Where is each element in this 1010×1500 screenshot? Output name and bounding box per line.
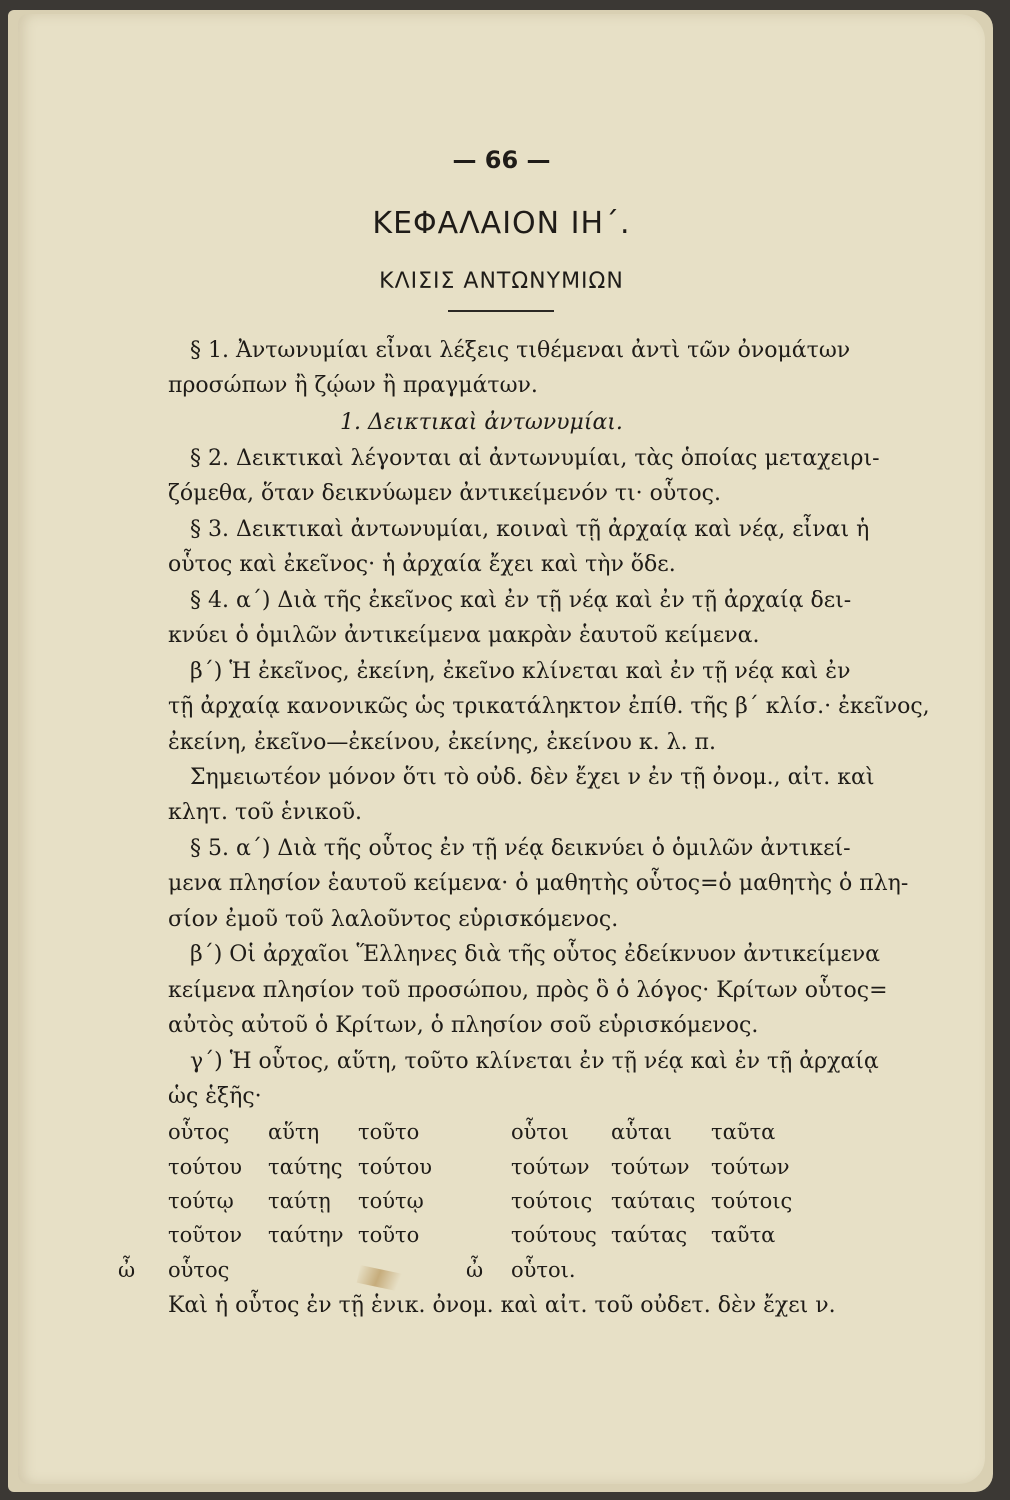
text-line: § 3. Δεικτικαὶ ἀντωνυμίαι, κοιναὶ τῇ ἀρχαίᾳ καὶ νέᾳ, εἶναι ἡ <box>190 517 870 542</box>
paradigm-cell: ταύτῃ <box>268 1189 331 1213</box>
text-line: αὐτὸς αὐτοῦ ὁ Κρίτων, ὁ πλησίον σοῦ εὑρισκόμενος. <box>168 1013 759 1038</box>
paradigm-cell: τούτοις <box>511 1189 593 1213</box>
chapter-title: ΚΕΦΑΛΑΙΟΝ ΙΗ΄. <box>372 206 631 241</box>
paradigm-cell: ταύτην <box>268 1223 344 1247</box>
paradigm-cell: τούτων <box>511 1155 590 1179</box>
text-line: § 5. α΄) Διὰ τῆς οὗτος ἐν τῇ νέᾳ δεικνύει ὁ ὁμιλῶν ἀντικεί- <box>190 836 851 861</box>
title-rule <box>448 310 554 312</box>
text-line: οὗτος καὶ ἐκεῖνος· ἡ ἀρχαία ἔχει καὶ τὴν ὅδε. <box>168 552 676 577</box>
text-line: ἐκείνη, ἐκεῖνο—ἐκείνου, ἐκείνης, ἐκείνου κ. λ. π. <box>168 730 717 755</box>
paradigm-cell: ὦ <box>118 1258 136 1282</box>
text-line: κείμενα πλησίον τοῦ προσώπου, πρὸς ὃ ὁ λόγος· Κρίτων οὗτος= <box>168 978 888 1003</box>
paradigm-cell: ταῦτα <box>711 1223 776 1247</box>
paradigm-cell: τούτοις <box>711 1189 793 1213</box>
text-line: § 4. α΄) Διὰ τῆς ἐκεῖνος καὶ ἐν τῇ νέᾳ καὶ ἐν τῇ ἀρχαίᾳ δει- <box>190 588 852 613</box>
subheading: 1. Δεικτικαὶ ἀντωνυμίαι. <box>340 410 623 435</box>
paradigm-cell: τούτων <box>711 1155 790 1179</box>
paradigm-cell: οὗτος <box>168 1258 230 1282</box>
text-line: β΄) Ἡ ἐκεῖνος, ἐκείνη, ἐκεῖνο κλίνεται καὶ ἐν τῇ νέᾳ καὶ ἐν <box>190 659 851 684</box>
text-line: § 2. Δεικτικαὶ λέγονται αἱ ἀντωνυμίαι, τὰς ὁποίας μεταχειρι- <box>190 446 880 471</box>
paradigm-cell: ταῦτα <box>711 1120 776 1144</box>
text-line: τῇ ἀρχαίᾳ κανονικῶς ὡς τρικατάληκτον ἐπίθ. τῆς β΄ κλίσ.· ἐκεῖνος, <box>168 694 930 719</box>
paradigm-cell: τοῦτον <box>168 1223 243 1247</box>
text-line: μενα πλησίον ἑαυτοῦ κείμενα· ὁ μαθητὴς οὗτος=ὁ μαθητὴς ὁ πλη- <box>168 871 909 896</box>
paradigm-cell: αὕτη <box>268 1120 320 1144</box>
paradigm-cell: τούτῳ <box>358 1189 424 1213</box>
paradigm-cell: τούτου <box>168 1155 243 1179</box>
paradigm-cell: αὗται <box>611 1120 672 1144</box>
paradigm-cell: οὗτοι <box>511 1120 569 1144</box>
text-line: ὡς ἑξῆς· <box>168 1084 262 1109</box>
paradigm-cell: ὦ <box>466 1258 484 1282</box>
page-stain <box>357 1265 410 1293</box>
text-line: γ΄) Ἡ οὗτος, αὕτη, τοῦτο κλίνεται ἐν τῇ νέᾳ καὶ ἐν τῇ ἀρχαίᾳ <box>190 1049 879 1074</box>
paradigm-cell: τούτους <box>511 1223 597 1247</box>
text-line: κλητ. τοῦ ἑνικοῦ. <box>168 800 362 825</box>
text-line: § 1. Ἀντωνυμίαι εἶναι λέξεις τιθέμεναι ἀντὶ τῶν ὀνομάτων <box>190 338 851 363</box>
paradigm-cell: οὗτοι. <box>511 1258 576 1282</box>
paradigm-cell: τούτου <box>358 1155 433 1179</box>
text-line: σίον ἐμοῦ τοῦ λαλοῦντος εὑρισκόμενος. <box>168 907 619 932</box>
section-title: ΚΛΙΣΙΣ ΑΝΤΩΝΥΜΙΩΝ <box>379 269 624 294</box>
paradigm-cell: ταύτας <box>611 1223 688 1247</box>
text-line: προσώπων ἢ ζῴων ἢ πραγμάτων. <box>168 373 538 398</box>
paradigm-cell: τοῦτο <box>358 1120 420 1144</box>
text-line: Σημειωτέον μόνον ὅτι τὸ οὐδ. δὲν ἔχει ν ἐν τῇ ὀνομ., αἰτ. καὶ <box>190 765 875 790</box>
page-number: — 66 — <box>452 146 551 174</box>
paradigm-cell: ταύτης <box>268 1155 343 1179</box>
paradigm-cell: ταύταις <box>611 1189 696 1213</box>
text-line: β΄) Οἱ ἀρχαῖοι Ἕλληνες διὰ τῆς οὗτος ἐδείκνυον ἀντικείμενα <box>190 942 880 967</box>
paradigm-cell: τούτων <box>611 1155 690 1179</box>
text-line: κνύει ὁ ὁμιλῶν ἀντικείμενα μακρὰν ἑαυτοῦ κείμενα. <box>168 623 760 648</box>
paradigm-cell: τούτῳ <box>168 1189 234 1213</box>
final-line: Καὶ ἡ οὗτος ἐν τῇ ἑνικ. ὀνομ. καὶ αἰτ. τοῦ οὐδετ. δὲν ἔχει ν. <box>168 1293 836 1318</box>
paradigm-cell: τοῦτο <box>358 1223 420 1247</box>
paradigm-cell: οὗτος <box>168 1120 230 1144</box>
text-line: ζόμεθα, ὅταν δεικνύωμεν ἀντικείμενόν τι· οὗτος. <box>168 481 721 506</box>
book-page <box>18 14 985 1484</box>
